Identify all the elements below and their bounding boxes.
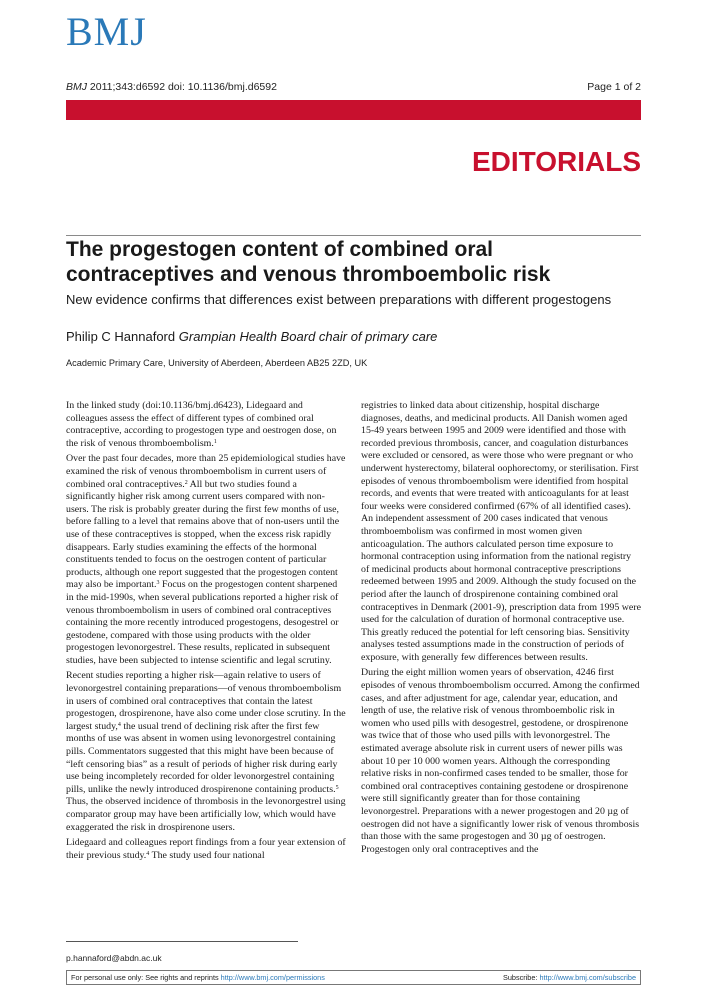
paragraph: Lidegaard and colleagues report findings from a four year extension of their previous study.$^4$ The study used four national (66, 837, 346, 861)
paragraph: During the eight million women years of observation, 4246 first episodes of venous thromboembolism occurred. Among the confirmed cases, and after adjustment for age, calendar year, education, and length of use, the relative risk of venous thromboembolic risk in women who used pills with desogestrel, gestodene, or drospirenone was twice that of those who used pills with levonorgestrel. The estimated average absolute risk in current users of newer pills was about 10 per 10 000 women years. Although the corresponding relative risks in non-confirmed cases tended to be smaller, those for combined oral contraceptives containing gestodene or drospirenone were still significantly greater than for those containing levonorgestrel. Preparations with a newer progestogen and 20 µg of oestrogen did not have a significantly lower risk of venous thrombosis than those with the same progestogen and 30 µg of oestrogen. Progestogen only oral contraceptives and the (361, 667, 640, 855)
section-heading: EDITORIALS (471, 146, 641, 177)
paragraph: Recent studies reporting a higher risk—again relative to users of levonorgestrel containing preparations—of venous thromboembolism in users of combined oral contraceptives that contain the latest progestogen, drospirenone, have also come under close scrutiny. In the largest study,$^4$ the usual trend of declining risk after the first few months of use was absent in women using levonorgestrel containing pills. Commentators suggested that this might have been because of “left censoring bias” as a result of periods of higher risk during early use being incompletely recorded for older levonorgestrel containing pills, unlike the newly introduced drospirenone containing products.$^5$ Thus, the observed incidence of thrombosis in the levonorgestrel using comparator group may have been artificially low, which would have exaggerated the risk in drospirenone users. (66, 670, 346, 833)
author-name: Philip C Hannaford (66, 329, 176, 344)
reference-marker: 4 (117, 721, 121, 728)
footer-rights: For personal use only: See rights and reprints http://www.bmj.com/permissions (71, 973, 325, 982)
footer-subscribe: Subscribe: http://www.bmj.com/subscribe (502, 973, 636, 982)
reference-marker: 5 (335, 784, 339, 791)
bmj-logo: BMJ (66, 9, 147, 54)
body-column-left (66, 400, 346, 865)
subscribe-link[interactable]: http://www.bmj.com/subscribe (539, 973, 636, 982)
article-title: The progestogen content of combined oral contraceptives and venous thromboembolic risk (66, 238, 551, 286)
reference-marker: 3 (156, 580, 160, 587)
reference-marker: 4 (146, 850, 150, 857)
header-red-bar (66, 100, 641, 120)
citation-details: 2011;343:d6592 doi: 10.1136/bmj.d6592 (87, 81, 277, 93)
author-email: p.hannaford@abdn.ac.uk (66, 953, 162, 963)
footnote-rule (66, 941, 298, 942)
author-affiliation: Academic Primary Care, University of Aberdeen, Aberdeen AB25 2ZD, UK (66, 358, 368, 368)
paragraph: registries to linked data about citizenship, hospital discharge diagnoses, deaths, and medicinal products. All Danish women aged 15-49 years between 1995 and 2009 were identified and those with recorded previous thrombosis, cancer, and coagulation disturbances were excluded or censored, as were those who were pregnant or who underwent hysterectomy, bilateral oophorectomy, or sterilisation. First episodes of venous thromboembolism were identified from hospital records, and events that were treated with anticoagulants for at least four weeks were considered confirmed (67% of all identified cases). An independent assessment of 200 cases indicated that venous thromboembolism was confirmed in most women given anticoagulation. The authors calculated person time exposure to hormonal contraception using information from the national registry of medicinal products about hormonal contraceptive prescriptions redeemed between 1995 and 2009. Although the study focused on the period after the launch of drospirenone containing combined oral contraceptives in Denmark (2001-9), prescription data from 1995 were used for the calculation of duration of hormonal contraceptive use. This greatly reduced the potential for left censoring bias. Sensitivity analyses tested assumptions made in the construction of periods of exposure, with generally few differences between results. (361, 400, 641, 663)
title-rule (66, 235, 641, 236)
author-line (66, 329, 641, 345)
journal-name: BMJ (66, 81, 87, 93)
reference-marker: 1 (213, 438, 217, 445)
article-subtitle: New evidence confirms that differences exist between preparations with different progestogens (66, 292, 612, 307)
page-footer (66, 970, 641, 985)
citation (66, 81, 277, 93)
reference-marker: 2 (184, 479, 188, 486)
paragraph: Over the past four decades, more than 25 epidemiological studies have examined the risk of venous thromboembolism in current users of combined oral contraceptives.$^2$ All but two studies found a significantly higher risk among current users compared with non-users. The risk is probably greater during the first few months of use, before falling to a level that remains above that of non-users until the use of these contraceptives is stopped, when the excess risk rapidly disappears. Early studies examining the effects of the hormonal constituents tended to focus on the oestrogen content of particular products, although one report suggested that the progestogen content may also be important.$^3$ Focus on the progestogen content sharpened in the mid-1990s, when several publications reported a higher risk of venous thromboembolism in users of combined oral contraceptives containing the more recently introduced progestogens, desogestrel or gestodene, compared with those using products with the older progestogen levonorgestrel. These results, replicated in subsequent studies, have been subjected to intense scientific and legal scrutiny. (66, 453, 346, 666)
paragraph: In the linked study (doi:10.1136/bmj.d6423), Lidegaard and colleagues assess the effect of different types of combined oral contraceptive, according to progestogen type and oestrogen dose, on the risk of venous thromboembolism.$^1$ (66, 400, 337, 449)
body-column-right (361, 400, 641, 859)
page-number: Page 1 of 2 (587, 81, 641, 93)
author-role: Grampian Health Board chair of primary care (178, 329, 438, 344)
permissions-link[interactable]: http://www.bmj.com/permissions (220, 973, 325, 982)
